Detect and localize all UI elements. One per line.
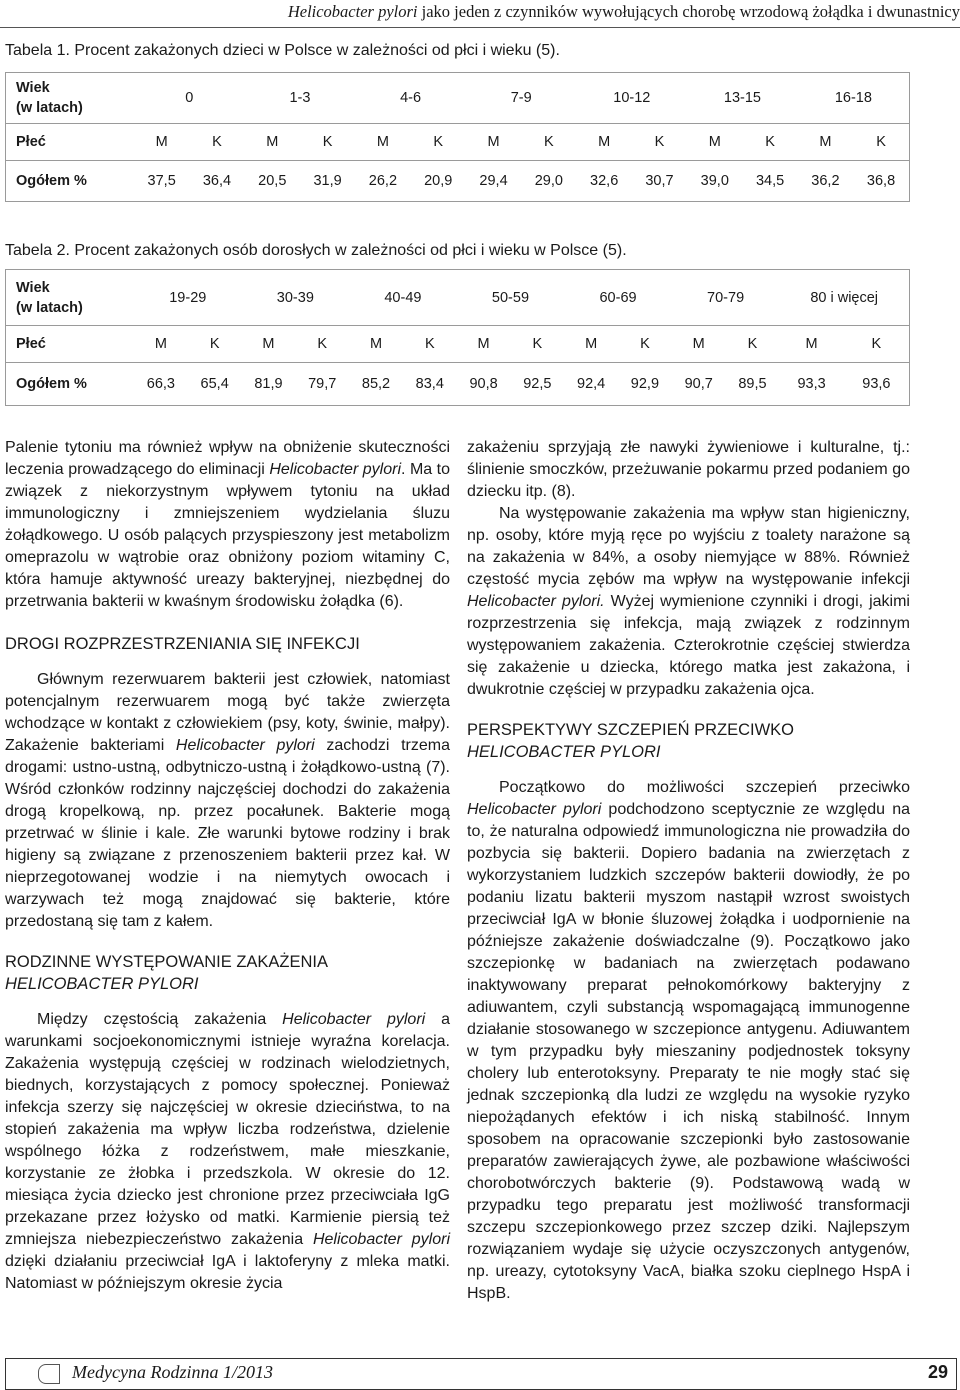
table1-sex-cell: M [466, 124, 521, 161]
table2-sex-cell: M [564, 326, 618, 363]
table1-sex-cell: K [632, 124, 687, 161]
right-column [467, 437, 910, 1305]
running-header-rest: jako jeden z czynników wywołujących chorobę wrzodową żołądka i dwunastnicy [418, 2, 960, 21]
text-run-italic: Helicobacter pylori [176, 737, 315, 754]
table1-value-cell: 39,0 [687, 161, 742, 202]
table2-sex-cell: K [726, 326, 780, 363]
table2-value-cell: 79,7 [295, 363, 349, 406]
table1 [5, 72, 910, 202]
table2-value-cell: 85,2 [349, 363, 403, 406]
text-run: . Ma to związek z niekorzystnym wpływem tytoniu na układ immunologiczny i zmniejszeniem wydzielania śluzu żołądkowego. U osób palących przyspieszony jest metabolizm omeprazolu w wątrobie oraz obniżony poziom witaminy C, która hamuje aktywność ureazy bakteryjnej, niezbędnej do przetrwania bakterii w kwaśnym środowisku żołądka (6). [5, 461, 450, 610]
text-run-italic: Helicobacter pylori. [467, 593, 605, 610]
table1-value-cell: 30,7 [632, 161, 687, 202]
table1-sex-cell: M [798, 124, 853, 161]
running-header [200, 2, 960, 22]
table1-age-cell: 13-15 [687, 73, 798, 124]
footer-ornament [38, 1364, 60, 1384]
text-run-italic: Helicobacter pylori [269, 461, 401, 478]
table2-value-cell: 81,9 [242, 363, 296, 406]
table1-value-cell: 36,8 [853, 161, 909, 202]
table1-value-cell: 29,0 [521, 161, 576, 202]
section-heading: DROGI ROZPRZESTRZENIANIA SIĘ INFEKCJI [5, 633, 450, 655]
table1-age-cell: 16-18 [798, 73, 910, 124]
table2-sex-cell: M [779, 326, 843, 363]
table1-sex-cell: M [245, 124, 300, 161]
section-heading [467, 719, 910, 763]
table1-value-cell: 32,6 [577, 161, 632, 202]
table1-value-cell: 36,2 [798, 161, 853, 202]
text-run-italic: Helicobacter pylori [467, 801, 601, 818]
paragraph [467, 503, 910, 701]
table2-value-cell: 89,5 [726, 363, 780, 406]
table1-value-cell: 36,4 [189, 161, 244, 202]
table1-value-cell: 37,5 [134, 161, 189, 202]
table1-sex-cell: M [134, 124, 189, 161]
table1-age-header [6, 73, 135, 124]
table2-sex-cell: K [844, 326, 910, 363]
paragraph: zakażeniu sprzyjają złe nawyki żywieniowe i kulturalne, tj.: ślinienie smoczków, przeżuwanie pokarmu przed podaniem go dziecku itp. (8). [467, 437, 910, 503]
table2-sex-cell: K [403, 326, 457, 363]
heading-line-italic: HELICOBACTER PYLORI [5, 975, 198, 993]
table1-sex-cell: K [742, 124, 797, 161]
text-run: Wyżej wymienione czynniki i drogi, jakimi rozprzestrzenia się infekcja, mają związek z rodzinnym występowaniem zakażenia. Czterokrotnie częściej stwierdza się zakażenie u dziecka, którego matka jest zakażona, i dwukrotnie częściej w przypadku zakażenia ojca. [467, 593, 910, 698]
table2-age-header-line2: (w latach) [16, 298, 134, 318]
table1-age-header-line1: Wiek [16, 78, 134, 98]
table2-sex-cell: K [295, 326, 349, 363]
footer-journal-name: Medycyna Rodzinna 1/2013 [72, 1362, 273, 1383]
table2-value-cell: 92,5 [510, 363, 564, 406]
table2-value-cell: 92,9 [618, 363, 672, 406]
table2-value-cell: 66,3 [134, 363, 188, 406]
table2-sex-cell: K [188, 326, 242, 363]
left-column [5, 437, 450, 1295]
text-run: podchodzono sceptycznie ze względu na to, że naturalna odpowiedź immunologiczna nie prowadziła do pozbycia się bakterii. Dopiero badania na zwierzętach z wykorzystaniem ludzkich szczepów bakterii dowiodły, że po podaniu lizatu bakterii myszom nastąpił wzrost swoistych przeciwciał IgA w błonie śluzowej żołądka i uodpornienie na późniejsze zakażenie doświadczalne (9). Początkowo jako szczepionkę w badaniach na zwierzętach podawano inaktywowany preparat pełnokomórkowy bakteryjny z adiuwantem, czyli substancją wspomagającą immunogenne działanie stosowanego w szczepionce antygenu. Adiuwantem w tym przypadku były mieszaniny podjednostek toksyny cholery lub enterotoksyny. Preparaty te nie mogły stać się jednak szczepionką dla ludzi ze względu na wysokie ryzyko niepożądanych efektów i ich niską stabilność. Innym sposobem na opracowanie szczepionki było zastosowanie preparatów zawierających żywe, ale pozbawione właściwości chorobotwórczych bakterie (9). Podstawową wadą w przypadku tego preparatu jest możliwość transformacji szczepu szczepionkowego przez szczep dziki. Najlepszym rozwiązaniem wydaje się użycie oczyszczonych antygenów, np. ureazy, cytotoksyny VacA, białka szoku cieplnego HspA i HspB. [467, 801, 910, 1302]
table2-age-cell: 30-39 [242, 270, 350, 326]
table2-value-cell: 65,4 [188, 363, 242, 406]
text-run-italic: Helicobacter pylori [282, 1011, 425, 1028]
text-run: Początkowo do możliwości szczepień przeciwko [499, 779, 910, 796]
table1-value-cell: 26,2 [355, 161, 410, 202]
table1-value-cell: 29,4 [466, 161, 521, 202]
table2 [5, 269, 910, 406]
paragraph [5, 1009, 450, 1295]
table1-total-header: Ogółem % [6, 161, 135, 202]
table2-age-cell: 80 i więcej [779, 270, 909, 326]
table1-sex-cell: K [411, 124, 466, 161]
table2-value-cell: 83,4 [403, 363, 457, 406]
table2-sex-cell: M [457, 326, 511, 363]
section-heading [5, 951, 450, 995]
table1-value-cell: 20,5 [245, 161, 300, 202]
text-run: Między częstością zakażenia [37, 1011, 282, 1028]
text-run: a warunkami socjoekonomicznymi istnieje wyraźna korelacja. Zakażenia występują częściej w rodzinach wielodzietnych, biednych, korzystających z pomocy społecznej. Ponieważ infekcja szerzy się najczęściej w okresie dzieciństwa, to na stopień zakażenia ma wpływ liczba rodzeństwa, dzielenie wspólnego łóżka z rodzeństwem, małe mieszkanie, korzystanie ze żłobka i przedszkola. W okresie do 12. miesiąca życia dziecko jest chronione przez przeciwciała IgG przekazane przez łożysko od matki. Karmienie piersią też zmniejsza niebezpieczeństwo zakażenia [5, 1011, 450, 1248]
paragraph [467, 777, 910, 1305]
table1-sex-cell: K [189, 124, 244, 161]
table2-value-cell: 90,8 [457, 363, 511, 406]
table2-age-header-line1: Wiek [16, 278, 134, 298]
table2-total-header: Ogółem % [6, 363, 135, 406]
table2-value-cell: 90,7 [672, 363, 726, 406]
table1-age-cell: 10-12 [577, 73, 688, 124]
table2-value-cell: 93,3 [779, 363, 843, 406]
table2-sex-cell: M [672, 326, 726, 363]
table1-age-cell: 1-3 [245, 73, 356, 124]
paragraph [5, 437, 450, 613]
text-run: Na występowanie zakażenia ma wpływ stan higieniczny, np. osoby, które myją ręce po wyjściu z toalety narażone są na zakażenia w 84%, a osoby niemyjące w 88%. Również częstość mycia zębów ma wpływ na występowanie infekcji [467, 505, 910, 588]
table1-sex-cell: M [687, 124, 742, 161]
table2-sex-cell: M [134, 326, 188, 363]
text-run-italic: Helicobacter pylori [313, 1231, 450, 1248]
table2-sex-cell: K [618, 326, 672, 363]
table1-value-cell: 20,9 [411, 161, 466, 202]
heading-line: PERSPEKTYWY SZCZEPIEŃ PRZECIWKO [467, 721, 794, 739]
table1-age-header-line2: (w latach) [16, 98, 134, 118]
table2-value-cell: 93,6 [844, 363, 910, 406]
table2-sex-cell: M [242, 326, 296, 363]
heading-line: RODZINNE WYSTĘPOWANIE ZAKAŻENIA [5, 953, 328, 971]
table2-sex-header: Płeć [6, 326, 135, 363]
table2-caption: Tabela 2. Procent zakażonych osób dorosłych w zależności od płci i wieku w Polsce (5). [5, 242, 627, 260]
table1-sex-header: Płeć [6, 124, 135, 161]
table1-sex-cell: M [577, 124, 632, 161]
table1-sex-cell: M [355, 124, 410, 161]
page-number: 29 [928, 1362, 948, 1383]
running-header-italic: Helicobacter pylori [288, 2, 418, 21]
table1-sex-cell: K [521, 124, 576, 161]
text-run: Głównym rezerwuarem bakterii jest człowiek, natomiast potencjalnym rezerwuarem mogą być także zwierzęta wchodzące w kontakt z człowiekiem (psy, koty, świnie, małpy). Zakażenie bakteriami [5, 671, 450, 754]
paragraph [5, 669, 450, 933]
text-run: dzięki działaniu przeciwciał IgA i laktoferyny z mleka matki. Natomiast w późniejszym okresie życia [5, 1253, 450, 1292]
text-run: Palenie tytoniu ma również wpływ na obniżenie skuteczności leczenia prowadzącego do eliminacji [5, 439, 450, 478]
text-run: zachodzi trzema drogami: ustno-ustną, odbytniczo-ustną i żołądkowo-ustną (7). Wśród członków rodzinny najczęściej dochodzi do zakażenia drogą kropelkową, np. przez pocałunek. Bakterie mogą przetrwać w ślinie i kale. Złe warunki bytowe rodziny i brak higieny są związane z przenoszeniem bakterii przez kał. W nieprzegotowanej wodzie i na niemytych owocach i warzywach też mogą znajdować się bakterie, które przedostaną się tam z kałem. [5, 737, 450, 930]
table1-age-cell: 7-9 [466, 73, 577, 124]
table2-age-cell: 50-59 [457, 270, 565, 326]
table2-value-cell: 92,4 [564, 363, 618, 406]
table2-age-cell: 60-69 [564, 270, 672, 326]
header-rule [0, 27, 960, 28]
table1-age-cell: 4-6 [355, 73, 466, 124]
table1-value-cell: 31,9 [300, 161, 355, 202]
table2-age-cell: 19-29 [134, 270, 242, 326]
table2-sex-cell: K [510, 326, 564, 363]
table2-sex-cell: M [349, 326, 403, 363]
table2-age-cell: 40-49 [349, 270, 457, 326]
table1-caption: Tabela 1. Procent zakażonych dzieci w Polsce w zależności od płci i wieku (5). [5, 42, 560, 60]
heading-line-italic: HELICOBACTER PYLORI [467, 743, 660, 761]
table1-value-cell: 34,5 [742, 161, 797, 202]
table2-age-cell: 70-79 [672, 270, 780, 326]
table2-age-header [6, 270, 135, 326]
table1-sex-cell: K [300, 124, 355, 161]
table1-age-cell: 0 [134, 73, 245, 124]
table1-sex-cell: K [853, 124, 909, 161]
